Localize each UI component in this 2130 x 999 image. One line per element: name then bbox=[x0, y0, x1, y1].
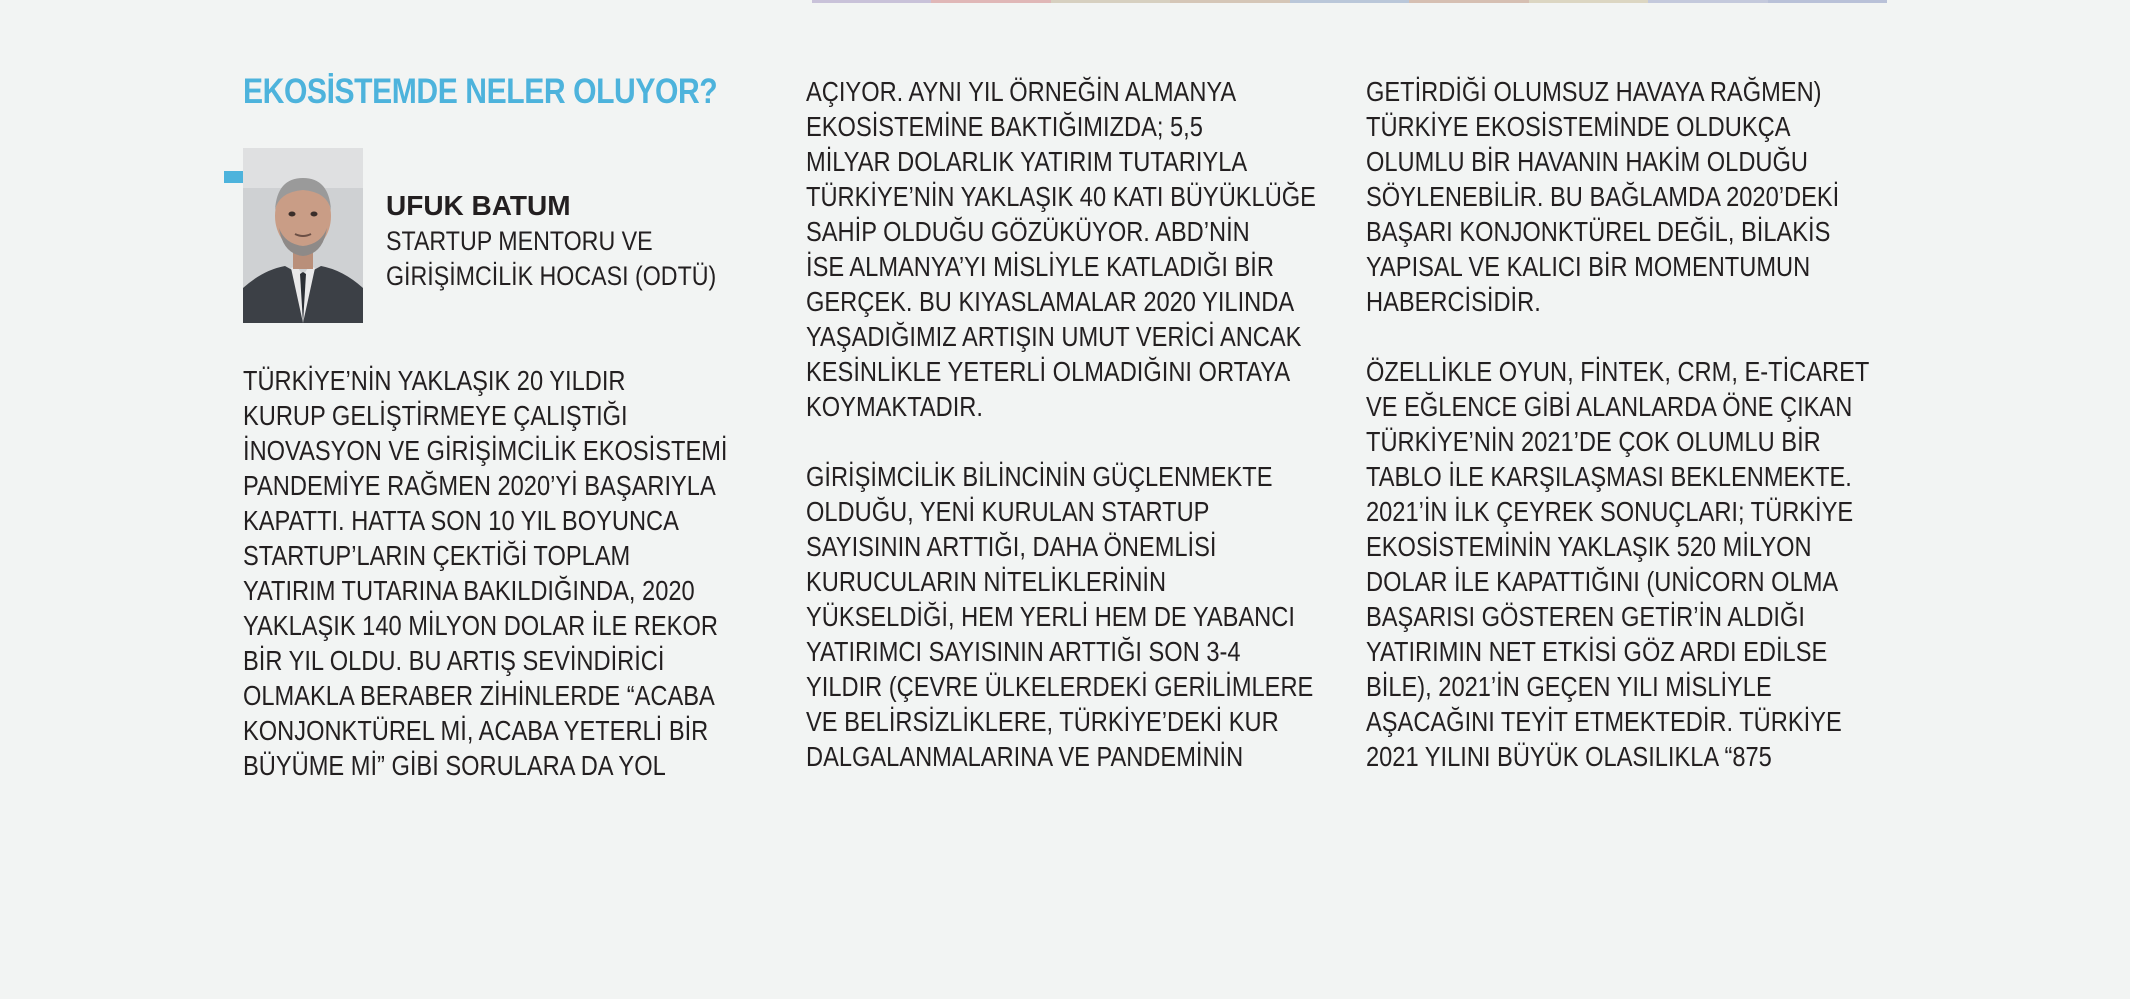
article-column-2-line: SAHİP OLDUĞU GÖZÜKÜYOR. ABD’NİN bbox=[806, 216, 1250, 247]
section-title: EKOSİSTEMDE NELER OLUYOR? bbox=[243, 72, 718, 111]
article-column-1-line: OLMAKLA BERABER ZİHİNLERDE “ACABA bbox=[243, 680, 715, 711]
article-column-2-line: AÇIYOR. AYNI YIL ÖRNEĞİN ALMANYA bbox=[806, 76, 1237, 107]
article-column-2-line: VE BELİRSİZLİKLERE, TÜRKİYE’DEKİ KUR bbox=[806, 706, 1279, 737]
article-column-1-line: TÜRKİYE’NİN YAKLAŞIK 20 YILDIR bbox=[243, 365, 626, 396]
top-strip-segment bbox=[1051, 0, 1170, 3]
article-column-3-line: BAŞARI KONJONKTÜREL DEĞİL, BİLAKİS bbox=[1366, 216, 1831, 247]
article-column-1-line: İNOVASYON VE GİRİŞİMCİLİK EKOSİSTEMİ bbox=[243, 435, 728, 466]
author-portrait-photo bbox=[243, 148, 363, 323]
top-strip-segment bbox=[1409, 0, 1528, 3]
top-color-strip bbox=[812, 0, 1887, 3]
article-column-3-line: BİLE), 2021’İN GEÇEN YILI MİSLİYLE bbox=[1366, 671, 1772, 702]
article-column-1-line: KAPATTI. HATTA SON 10 YIL BOYUNCA bbox=[243, 505, 679, 536]
article-column-1-line: BÜYÜME Mİ” GİBİ SORULARA DA YOL bbox=[243, 750, 666, 781]
article-column-3-line: SÖYLENEBİLİR. BU BAĞLAMDA 2020’DEKİ bbox=[1366, 181, 1840, 212]
article-column-3-line: 2021’İN İLK ÇEYREK SONUÇLARI; TÜRKİYE bbox=[1366, 496, 1854, 527]
top-strip-segment bbox=[1290, 0, 1409, 3]
article-column-3-line: TÜRKİYE’NİN 2021’DE ÇOK OLUMLU BİR bbox=[1366, 426, 1821, 457]
author-block bbox=[224, 148, 784, 326]
article-column-2-line: TÜRKİYE’NİN YAKLAŞIK 40 KATI BÜYÜKLÜĞE bbox=[806, 181, 1316, 212]
article-column-1-line: BİR YIL OLDU. BU ARTIŞ SEVİNDİRİCİ bbox=[243, 645, 665, 676]
article-column-3-line: AŞACAĞINI TEYİT ETMEKTEDİR. TÜRKİYE bbox=[1366, 706, 1842, 737]
article-column-1-line: YATIRIM TUTARINA BAKILDIĞINDA, 2020 bbox=[243, 575, 695, 606]
top-strip-segment bbox=[812, 0, 931, 3]
article-column-1-line: STARTUP’LARIN ÇEKTİĞİ TOPLAM bbox=[243, 540, 631, 571]
top-strip-segment bbox=[1768, 0, 1887, 3]
article-column-3-line: ÖZELLİKLE OYUN, FİNTEK, CRM, E-TİCARET bbox=[1366, 356, 1870, 387]
article-column-1-line: PANDEMİYE RAĞMEN 2020’Yİ BAŞARIYLA bbox=[243, 470, 716, 501]
author-role-line: GİRİŞİMCİLİK HOCASI (ODTÜ) bbox=[386, 261, 717, 291]
article-column-3-line: HABERCİSİDİR. bbox=[1366, 286, 1541, 317]
article-column-3-line: TÜRKİYE EKOSİSTEMİNDE OLDUKÇA bbox=[1366, 111, 1791, 142]
article-column-2-line: KURUCULARIN NİTELİKLERİNİN bbox=[806, 566, 1167, 597]
article-column-3-line: 2021 YILINI BÜYÜK OLASILIKLA “875 bbox=[1366, 741, 1772, 772]
article-column-3-line: DOLAR İLE KAPATTIĞINI (UNİCORN OLMA bbox=[1366, 566, 1839, 597]
author-role bbox=[386, 224, 716, 294]
article-column-2-line: YILDIR (ÇEVRE ÜLKELERDEKİ GERİLİMLERE bbox=[806, 671, 1314, 702]
article-column-2-line: YAŞADIĞIMIZ ARTIŞIN UMUT VERİCİ ANCAK bbox=[806, 321, 1302, 352]
article-column-3-line: GETİRDİĞİ OLUMSUZ HAVAYA RAĞMEN) bbox=[1366, 76, 1822, 107]
top-strip-segment bbox=[931, 0, 1050, 3]
article-column-3-line: TABLO İLE KARŞILAŞMASI BEKLENMEKTE. bbox=[1366, 461, 1852, 492]
article-column-2-line: YÜKSELDİĞİ, HEM YERLİ HEM DE YABANCI bbox=[806, 601, 1295, 632]
article-column-2-line: İSE ALMANYA’YI MİSLİYLE KATLADIĞI BİR bbox=[806, 251, 1274, 282]
article-column-3-line: YAPISAL VE KALICI BİR MOMENTUMUN bbox=[1366, 251, 1811, 282]
article-column-1-line: KONJONKTÜREL Mİ, ACABA YETERLİ BİR bbox=[243, 715, 709, 746]
article-column-2-line: KOYMAKTADIR. bbox=[806, 391, 983, 422]
article-column-2-line: MİLYAR DOLARLIK YATIRIM TUTARIYLA bbox=[806, 146, 1248, 177]
article-column-2-line: SAYISININ ARTTIĞI, DAHA ÖNEMLİSİ bbox=[806, 531, 1217, 562]
article-column-2-line: DALGALANMALARINA VE PANDEMİNİN bbox=[806, 741, 1244, 772]
article-column-3-line: EKOSİSTEMİNİN YAKLAŞIK 520 MİLYON bbox=[1366, 531, 1812, 562]
article-column-2-line: YATIRIMCI SAYISININ ARTTIĞI SON 3-4 bbox=[806, 636, 1241, 667]
article-column-1-line: YAKLAŞIK 140 MİLYON DOLAR İLE REKOR bbox=[243, 610, 718, 641]
article-column-2-line: OLDUĞU, YENİ KURULAN STARTUP bbox=[806, 496, 1210, 527]
article-column-2-line: EKOSİSTEMİNE BAKTIĞIMIZDA; 5,5 bbox=[806, 111, 1203, 142]
article-column-2-line: KESİNLİKLE YETERLİ OLMADIĞINI ORTAYA bbox=[806, 356, 1291, 387]
author-name: UFUK BATUM bbox=[386, 190, 571, 221]
article-column-3-line: OLUMLU BİR HAVANIN HAKİM OLDUĞU bbox=[1366, 146, 1808, 177]
top-strip-segment bbox=[1529, 0, 1648, 3]
article-column-2-line: GERÇEK. BU KIYASLAMALAR 2020 YILINDA bbox=[806, 286, 1295, 317]
author-role-line: STARTUP MENTORU VE bbox=[386, 226, 653, 256]
article-column-3-line: VE EĞLENCE GİBİ ALANLARDA ÖNE ÇIKAN bbox=[1366, 391, 1853, 422]
top-strip-segment bbox=[1648, 0, 1767, 3]
article-column-3-line: BAŞARISI GÖSTEREN GETİR’İN ALDIĞI bbox=[1366, 601, 1805, 632]
top-strip-segment bbox=[1170, 0, 1289, 3]
article-column-2-line: GİRİŞİMCİLİK BİLİNCİNİN GÜÇLENMEKTE bbox=[806, 461, 1273, 492]
article-column-3-line: YATIRIMIN NET ETKİSİ GÖZ ARDI EDİLSE bbox=[1366, 636, 1828, 667]
article-column-1-line: KURUP GELİŞTİRMEYE ÇALIŞTIĞI bbox=[243, 400, 628, 431]
